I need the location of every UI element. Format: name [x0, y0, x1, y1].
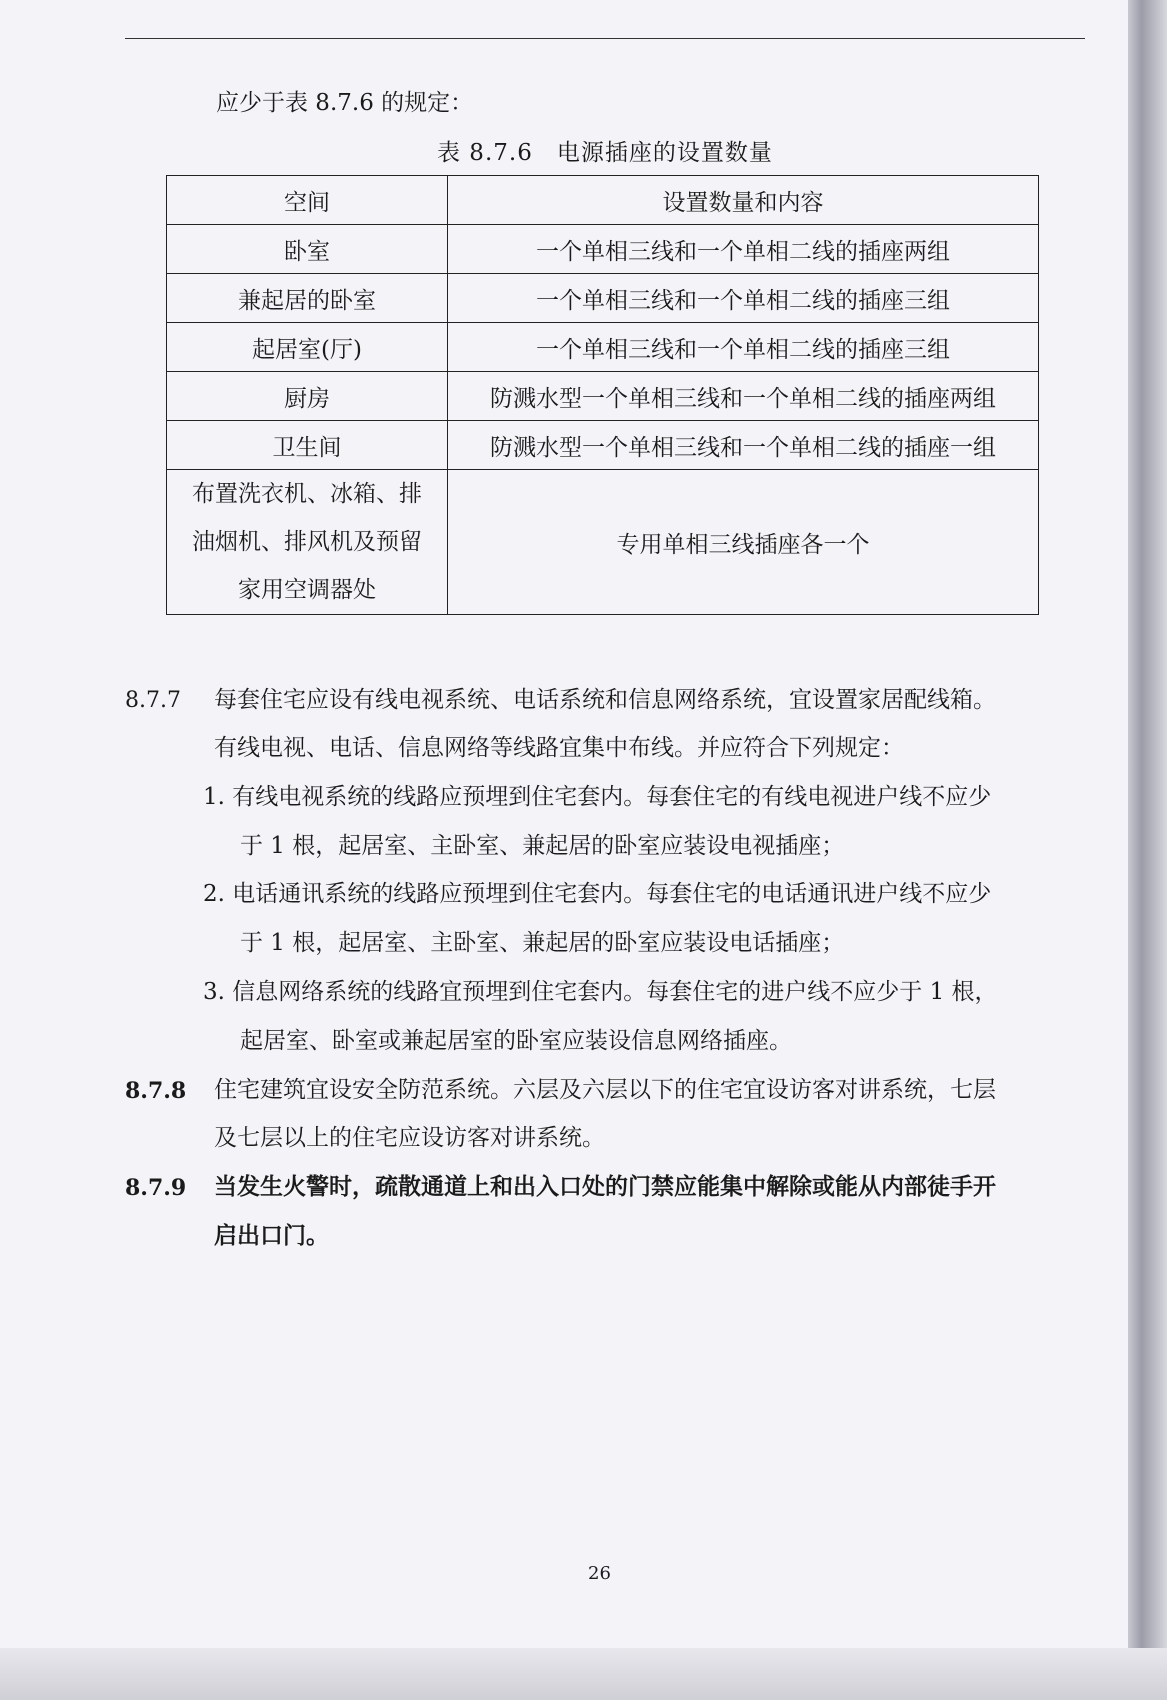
list-item: 2. 电话通讯系统的线路应预埋到住宅套内。每套住宅的电话通讯进户线不应少	[203, 881, 992, 907]
table-cell-line: 家用空调器处	[238, 577, 376, 603]
scan-bottom-band	[0, 1648, 1167, 1700]
list-item: 起居室、卧室或兼起居室的卧室应装设信息网络插座。	[240, 1028, 792, 1054]
table-cell-space: 卧室	[167, 225, 448, 274]
table-cell-content: 防溅水型一个单相三线和一个单相二线的插座一组	[448, 421, 1039, 470]
table-cell-content: 专用单相三线插座各一个	[448, 470, 1039, 615]
table-row	[167, 225, 1039, 274]
table-header-row	[167, 176, 1039, 225]
table-cell-content: 一个单相三线和一个单相二线的插座三组	[448, 323, 1039, 372]
table-cell-content: 一个单相三线和一个单相二线的插座两组	[448, 225, 1039, 274]
section-text: 及七层以上的住宅应设访客对讲系统。	[214, 1125, 605, 1151]
table-cell-space: 卫生间	[167, 421, 448, 470]
section-text: 每套住宅应设有线电视系统、电话系统和信息网络系统，宜设置家居配线箱。	[214, 687, 996, 713]
socket-table	[166, 175, 1039, 615]
table-cell-content: 防溅水型一个单相三线和一个单相二线的插座两组	[448, 372, 1039, 421]
table-caption: 表 8.7.6 电源插座的设置数量	[437, 140, 773, 166]
section-text-bold: 启出口门。	[214, 1222, 329, 1249]
table-cell-space: 厨房	[167, 372, 448, 421]
list-item: 1. 有线电视系统的线路应预埋到住宅套内。每套住宅的有线电视进户线不应少	[203, 784, 992, 810]
table-cell-space	[167, 470, 448, 615]
table-cell-space: 起居室(厅)	[167, 323, 448, 372]
table-row	[167, 274, 1039, 323]
list-item: 于 1 根，起居室、主卧室、兼起居的卧室应装设电视插座；	[240, 833, 845, 859]
section-number: 8.7.8	[125, 1078, 187, 1104]
list-item: 3. 信息网络系统的线路宜预埋到住宅套内。每套住宅的进户线不应少于 1 根，	[203, 979, 998, 1005]
table-cell-line: 布置洗衣机、冰箱、排	[192, 481, 422, 507]
table-header-content: 设置数量和内容	[448, 176, 1039, 225]
section-number: 8.7.7	[125, 688, 181, 713]
intro-text: 应少于表 8.7.6 的规定：	[216, 90, 474, 116]
section-text-bold: 当发生火警时，疏散通道上和出入口处的门禁应能集中解除或能从内部徒手开	[214, 1173, 996, 1200]
table-row	[167, 421, 1039, 470]
table-row	[167, 372, 1039, 421]
table-cell-space: 兼起居的卧室	[167, 274, 448, 323]
table-cell-content: 一个单相三线和一个单相二线的插座三组	[448, 274, 1039, 323]
section-text: 住宅建筑宜设安全防范系统。六层及六层以下的住宅宜设访客对讲系统，七层	[214, 1077, 996, 1103]
section-text: 有线电视、电话、信息网络等线路宜集中布线。并应符合下列规定：	[214, 735, 904, 761]
header-rule	[125, 38, 1085, 39]
page-edge-shadow	[1128, 0, 1167, 1700]
list-item: 于 1 根，起居室、主卧室、兼起居的卧室应装设电话插座；	[240, 930, 845, 956]
table-row	[167, 323, 1039, 372]
table-header-space: 空间	[167, 176, 448, 225]
section-number: 8.7.9	[125, 1175, 187, 1201]
table-cell-line: 油烟机、排风机及预留	[192, 529, 422, 555]
page-number: 26	[588, 1563, 611, 1584]
table-row	[167, 470, 1039, 615]
